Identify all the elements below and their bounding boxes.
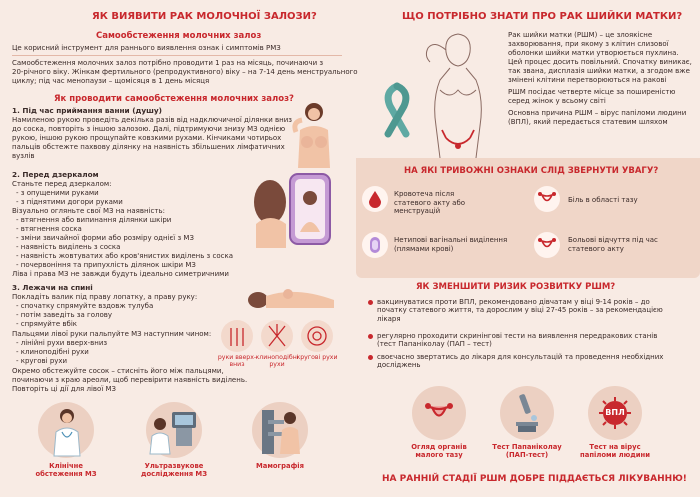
exam-caption: Мамографія [255, 462, 305, 470]
about-line: (ВПЛ), який передається статевим шляхом [508, 118, 668, 126]
step3-line: - лінійні рухи вверх-вниз [16, 339, 108, 347]
step2-title: 2. Перед дзеркалом [12, 170, 99, 179]
footer-slogan: НА РАННІЙ СТАДІЇ РШМ ДОБРЕ ПІДДАЄТЬСЯ ЛІКУВАННЮ! [382, 474, 687, 484]
about-line: оболонки шийки матки утворюється пухлина. [508, 49, 679, 57]
microscope-icon [512, 392, 542, 434]
step2-line: - з опущеними руками [16, 189, 99, 197]
about-line: змінені клітини перетворюються на ракові [508, 76, 667, 84]
step1-line: рукою, іншою рукою прощупайте ковзкими рухами. Кінчиками чотирьох [12, 134, 282, 142]
reduce-title: ЯК ЗМЕНШИТИ РИЗИК РОЗВИТКУ РШМ? [416, 282, 616, 292]
reduce-item: регулярно проходити скринінгові тести на виявлення передракових станів (тест Папаніколау (ПАП – тест) [377, 332, 677, 349]
uterus-pain-icon [537, 236, 557, 254]
test-caption: Тест на вірус папіломи людини [580, 443, 650, 459]
step3-line: - спочатку спрямуйте вздовж тулуба [16, 302, 154, 310]
blood-drop-icon [367, 190, 383, 208]
step3-line: - потім заведіть за голову [16, 311, 113, 319]
teal-ribbon-icon [380, 82, 414, 138]
sign-text: Кровотеча після статевого акту або менструацій [394, 190, 466, 216]
step2-line: - втягнення соска [16, 225, 82, 233]
vpl-label: ВПЛ [605, 408, 625, 417]
mirror-woman-illustration [246, 172, 332, 248]
intro-text: Це корисний інструмент для раннього виявлення ознак і симптомів РМЗ [12, 44, 281, 52]
self-exam-line: циклу; під час менопаузи – щомісяця в 1 день місяця [12, 77, 210, 85]
about-line: Основна причина РШМ – вірус папіломи людини [508, 109, 687, 117]
mammography-icon [258, 406, 302, 456]
left-title: ЯК ВИЯВИТИ РАК МОЛОЧНОЇ ЗАЛОЗИ? [92, 11, 317, 22]
about-line: РШМ посідає четверте місце за поширеністю [508, 88, 676, 96]
self-exam-line: Самообстеження молочних залоз потрібно проводити 1 раз на місяць, починаючи з [12, 59, 324, 67]
step3-line: - спрямуйте вбік [16, 320, 78, 328]
step2-line: - зміни звичайної форми або розміру однієї з МЗ [16, 234, 194, 242]
signs-title: НА ЯКІ ТРИВОЖНІ ОЗНАКИ СЛІД ЗВЕРНУТИ УВАГУ? [404, 166, 659, 176]
signs-section [356, 158, 700, 278]
lying-woman-illustration [246, 282, 338, 314]
step3-line: Повторіть ці дії для лівої МЗ [12, 385, 117, 393]
woman-outline-illustration [420, 30, 496, 160]
test-caption: Огляд органів малого тазу [411, 443, 467, 459]
step3-line: Окремо обстежуйте сосок – стисніть його між пальцями, [12, 367, 224, 375]
how-title: Як проводити самообстеження молочних залоз? [54, 94, 294, 104]
step1-line: вузлів [12, 152, 35, 160]
reduce-item: вакцинуватися проти ВПЛ, рекомендовано дівчатам у віці 9-14 років – до початку статевого життя, та дорослим у віці 27-45 років – за рекомендацією лікаря [377, 298, 677, 323]
test-caption: Тест Папаніколау (ПАП-тест) [492, 443, 562, 459]
motion-label: кругові рухи [296, 354, 338, 361]
step3-line: починаючи з краю ареоли, щоб перевірити наявність виділень. [12, 376, 248, 384]
step1-line: Намиленою рукою проведіть декілька разів від надключичної ділянки вниз [12, 116, 293, 124]
step3-line: Пальцями лівої руки пальпуйте МЗ наступним чином: [12, 330, 212, 338]
doctor-icon [50, 406, 84, 456]
motion-arrows-icon [221, 320, 333, 352]
shower-woman-illustration [288, 100, 340, 170]
step3-line: - клиноподібні рухи [16, 348, 89, 356]
about-line: серед жінок у всьому світі [508, 97, 606, 105]
exam-caption: Ультразвукове дослідження МЗ [140, 462, 208, 478]
sign-text: Нетипові вагінальні виділення (плямами крові) [394, 236, 508, 253]
step3-title: 3. Лежачи на спині [12, 283, 93, 292]
sign-text: Больові відчуття під час статевого акту [568, 236, 658, 253]
step2-line: Візуально огляньте свої МЗ на наявність: [12, 207, 165, 215]
step2-line: - наявність жовтуватих або кров'янистих виділень з соска [16, 252, 234, 260]
divider [12, 55, 342, 56]
sign-text: Біль в області тазу [568, 196, 638, 204]
pad-icon [367, 236, 383, 254]
step3-line: Покладіть валик під праву лопатку, а праву руку: [12, 293, 198, 301]
motion-label: руки вверх-вниз [217, 354, 257, 368]
self-exam-title: Самообстеження молочних залоз [96, 31, 262, 41]
motion-label: клиноподібні рухи [255, 354, 299, 368]
reduce-item: своєчасно звертатись до лікаря для консультацій та проведення необхідних досліджень [377, 353, 677, 370]
step1-title: 1. Під час приймання ванни (душу) [12, 106, 163, 115]
step1-line: пальців обстежте пахвову ділянку на наявність збільшених лімфатичних [12, 143, 285, 151]
right-title: ЩО ПОТРІБНО ЗНАТИ ПРО РАК ШИЙКИ МАТКИ? [402, 11, 683, 22]
step2-line: - з піднятими догори руками [16, 198, 123, 206]
step1-line: до соска, повторіть з іншою залозою. Далі, підтримуючи знизу МЗ однією [12, 125, 286, 133]
step3-line: - кругові рухи [16, 357, 68, 365]
step2-line: - втягнення або випинання ділянки шкіри [16, 216, 172, 224]
uterus-large-icon [424, 400, 454, 426]
self-exam-line: 20-річного віку. Жінкам фертильного (репродуктивного) віку – на 7-14 день менструального [12, 68, 358, 76]
step2-line: Станьте перед дзеркалом: [12, 180, 112, 188]
exam-caption: Клінічне обстеження МЗ [35, 462, 97, 478]
ultrasound-icon [148, 408, 200, 454]
step2-line: - наявність виділень з соска [16, 243, 121, 251]
about-line: Рак шийки матки (РШМ) – це злоякісне [508, 31, 653, 39]
step2-line: Ліва і права МЗ не завжди будуть ідеально симетричними [12, 270, 229, 278]
about-line: захворювання, при якому з клітин слизової [508, 40, 669, 48]
about-line: так звана, дисплазія шийки матки, а згодом вже [508, 67, 690, 75]
about-line: Цей процес досить повільний. Спочатку виникає, [508, 58, 692, 66]
step2-line: - почервоніння та припухлість ділянок шкіри МЗ [16, 261, 196, 269]
uterus-icon [537, 190, 557, 208]
